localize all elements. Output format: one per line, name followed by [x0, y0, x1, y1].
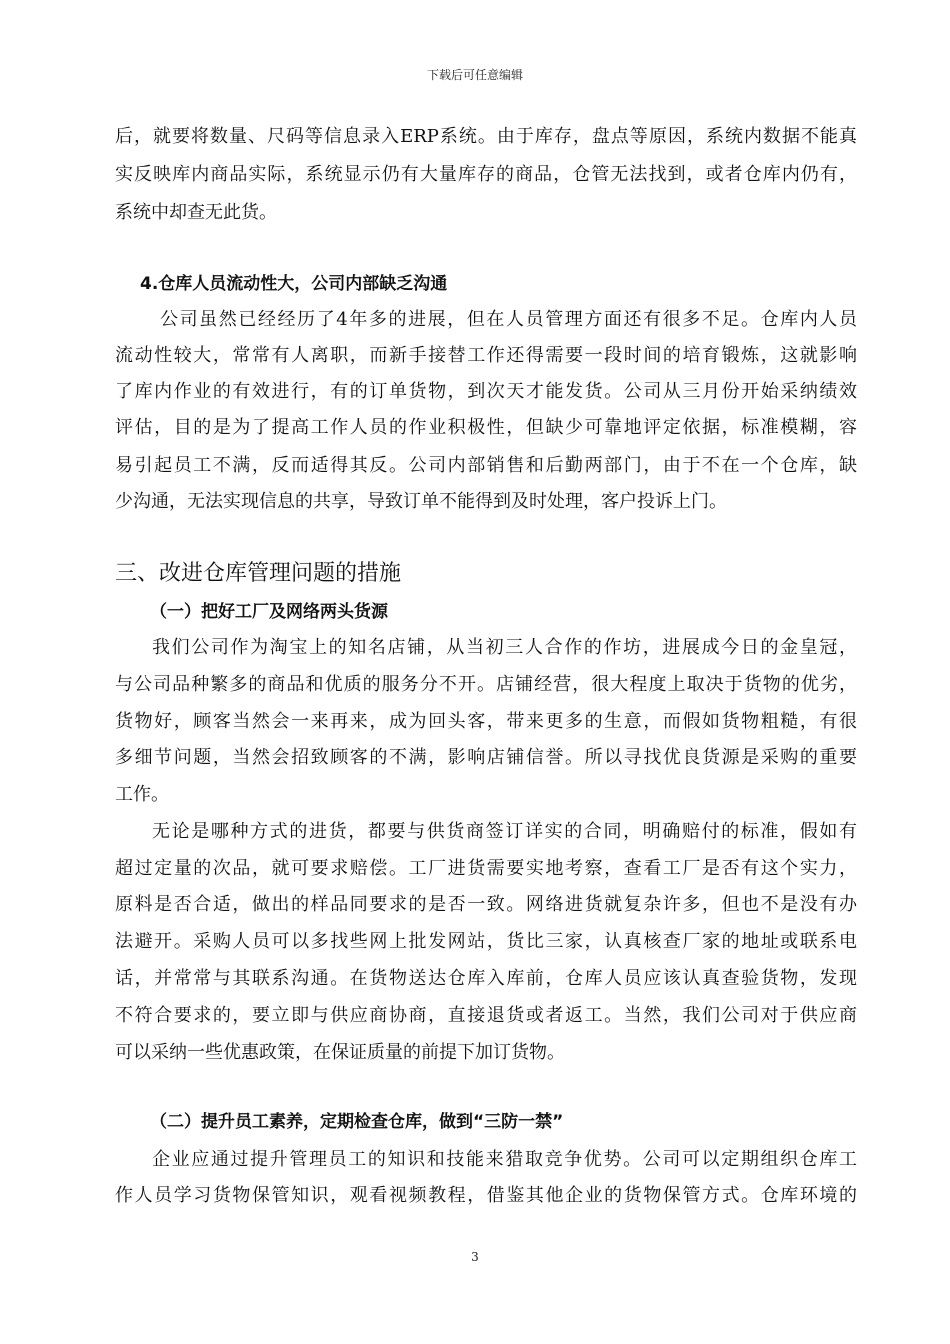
paragraph-line: 我们公司作为淘宝上的知名店铺，从当初三人合作的作坊，进展成今日的金皇冠，: [152, 637, 857, 658]
paragraph-line: 法避开。采购人员可以多找些网上批发网站，货比三家，认真核查厂家的地址或联系电: [115, 931, 857, 952]
chapter-heading: 三、改进仓库管理问题的措施: [115, 561, 402, 586]
paragraph-line: 无论是哪种方式的进货，都要与供货商签订详实的合同，明确赔付的标准，假如有: [152, 821, 857, 842]
paragraph-line: 企业应通过提升管理员工的知识和技能来猎取竞争优势。公司可以定期组织仓库工: [152, 1149, 857, 1170]
subsection-heading: （一）把好工厂及网络两头货源: [150, 602, 388, 622]
paragraph-line: 话，并常常与其联系沟通。在货物送达仓库入库前，仓库人员应该认真查验货物，发现: [115, 968, 857, 989]
paragraph-line: 与公司品种繁多的商品和优质的服务分不开。店铺经营，很大程度上取决于货物的优劣，: [115, 674, 857, 695]
paragraph-line: 易引起员工不满，反而适得其反。公司内部销售和后勤两部门，由于不在一个仓库，缺: [115, 455, 857, 476]
paragraph-line: 后，就要将数量、尺码等信息录入ERP系统。由于库存，盘点等原因，系统内数据不能真: [115, 126, 857, 147]
paragraph-line: 原料是否合适，做出的样品同要求的是否一致。网络进货就复杂许多，但也不是没有办: [115, 894, 857, 915]
paragraph-line: 不符合要求的，要立即与供应商协商，直接退货或者返工。当然，我们公司对于供应商: [115, 1005, 857, 1026]
paragraph-line: 实反映库内商品实际，系统显示仍有大量库存的商品，仓管无法找到，或者仓库内仍有，: [115, 164, 857, 185]
paragraph-line: 了库内作业的有效进行，有的订单货物，到次天才能发货。公司从三月份开始采纳绩效: [115, 381, 857, 402]
paragraph-line: 系统中却查无此货。: [115, 202, 277, 223]
page-header: 下载后可任意编辑: [426, 68, 523, 82]
paragraph-line: 多细节问题，当然会招致顾客的不满，影响店铺信誉。所以寻找优良货源是采购的重要: [115, 747, 857, 768]
paragraph-line: 流动性较大，常常有人离职，而新手接替工作还得需要一段时间的培育锻炼，这就影响: [115, 345, 857, 366]
paragraph-line: 公司虽然已经经历了4年多的进展，但在人员管理方面还有很多不足。仓库内人员: [160, 309, 857, 330]
paragraph-line: 超过定量的次品，就可要求赔偿。工厂进货需要实地考察，查看工厂是否有这个实力，: [115, 858, 857, 879]
page-number: 3: [471, 1250, 479, 1264]
paragraph-line: 评估，目的是为了提高工作人员的作业积极性，但缺少可靠地评定依据，标准模糊，容: [115, 417, 857, 438]
paragraph-line: 货物好，顾客当然会一来再来，成为回头客，带来更多的生意，而假如货物粗糙，有很: [115, 711, 857, 732]
paragraph-line: 工作。: [115, 784, 169, 805]
subsection-heading: （二）提升员工素养，定期检查仓库，做到“三防一禁”: [150, 1112, 564, 1132]
paragraph-line: 作人员学习货物保管知识，观看视频教程，借鉴其他企业的货物保管方式。仓库环境的: [115, 1185, 857, 1206]
paragraph-line: 可以采纳一些优惠政策，在保证质量的前提下加订货物。: [115, 1042, 565, 1063]
paragraph-line: 少沟通，无法实现信息的共享，导致订单不能得到及时处理，客户投诉上门。: [115, 491, 727, 512]
section-heading: 4.仓库人员流动性大，公司内部缺乏沟通: [140, 274, 448, 294]
